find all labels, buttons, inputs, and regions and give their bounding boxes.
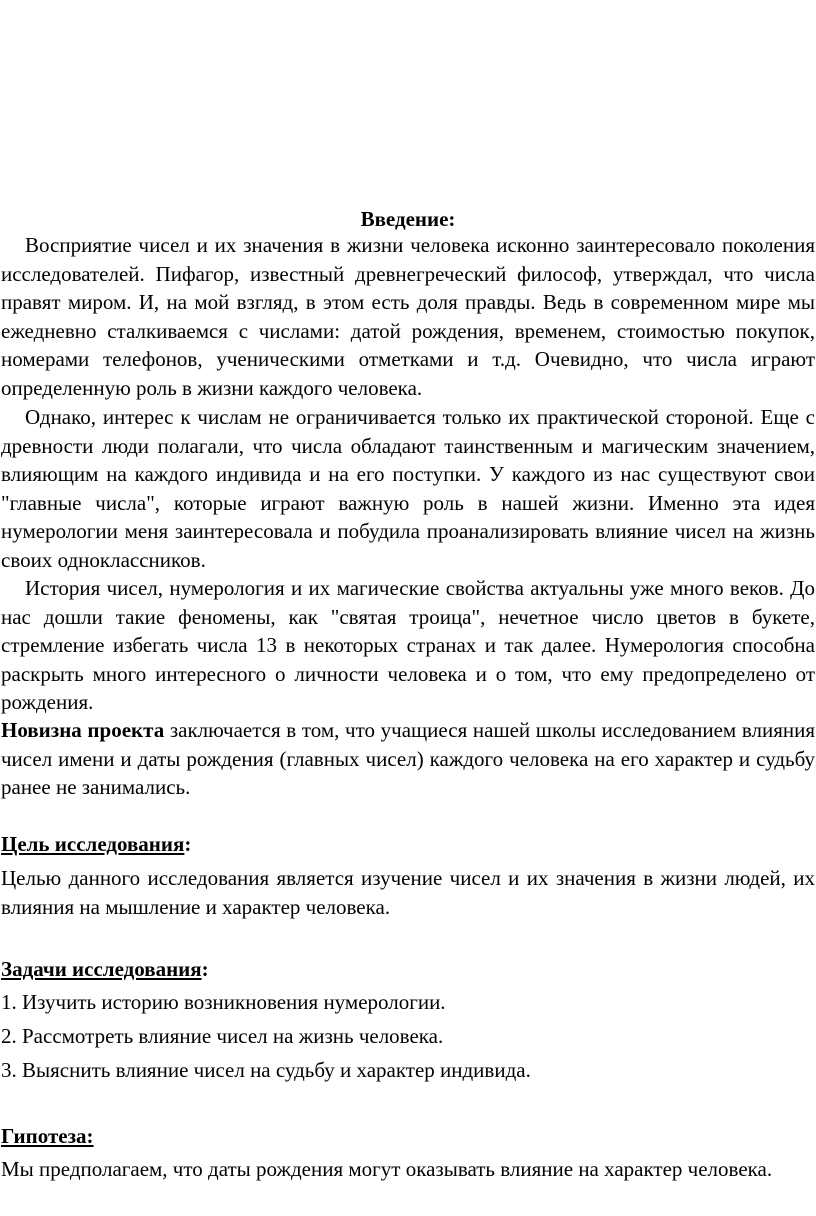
goal-colon: : <box>184 832 192 856</box>
tasks-label: Задачи исследования <box>1 957 202 981</box>
task-item-3: 3. Выяснить влияние чисел на судьбу и характер индивида. <box>1 1058 531 1082</box>
hypothesis-text: Мы предполагаем, что даты рождения могут оказывать влияние на характер человека. <box>1 1157 773 1181</box>
tasks-heading <box>1 955 815 984</box>
hypothesis-label: Гипотеза: <box>1 1124 94 1148</box>
task-item-2: 2. Рассмотреть влияние чисел на жизнь человека. <box>1 1024 444 1048</box>
intro-paragraph-1: Восприятие чисел и их значения в жизни человека исконно заинтересовало поколения исследователей. Пифагор, известный древнегреческий философ, утверждал, что числа правят миром. И, на мой взгляд, в этом есть доля правды. Ведь в современном мире мы ежедневно сталкиваемся с числами: датой рождения, временем, стоимостью покупок, номерами телефонов, ученическими отметками и т.д. Очевидно, что числа играют определенную роль в жизни каждого человека. <box>1 233 815 400</box>
task-item-1: 1. Изучить историю возникновения нумерологии. <box>1 990 446 1014</box>
novelty-label: Новизна проекта <box>1 718 165 742</box>
goal-heading <box>1 830 815 859</box>
goal-text: Целью данного исследования является изучение чисел и их значения в жизни людей, их влияния на мышление и характер человека. <box>1 866 815 919</box>
hypothesis-heading <box>1 1122 815 1151</box>
novelty-paragraph <box>1 716 815 802</box>
intro-paragraph-2: Однако, интерес к числам не ограничивается только их практической стороной. Еще с древности люди полагали, что числа обладают таинственным и магическим значением, влияющим на каждого индивида и на его поступки. У каждого из нас существуют свои "главные числа", которые играют важную роль в нашей жизни. Именно эта идея нумерологии меня заинтересовала и побудила проанализировать влияние чисел на жизнь своих одноклассников. <box>1 405 815 572</box>
novelty-text: заключается в том, что учащиеся нашей школы исследованием влияния чисел имени и даты рождения (главных чисел) каждого человека на его характер и судьбу ранее не занимались. <box>1 718 815 800</box>
goal-label: Цель исследования <box>1 832 185 856</box>
intro-title: Введение: <box>360 207 456 231</box>
tasks-colon: : <box>201 957 209 981</box>
intro-paragraph-3: История чисел, нумерология и их магические свойства актуальны уже много веков. До нас дошли такие феномены, как "святая троица", нечетное число цветов в букете, стремление избегать числа 13 в некоторых странах и так далее. Нумерология способна раскрыть много интересного о личности человека и о том, что ему предопределено от рождения. <box>1 576 815 715</box>
